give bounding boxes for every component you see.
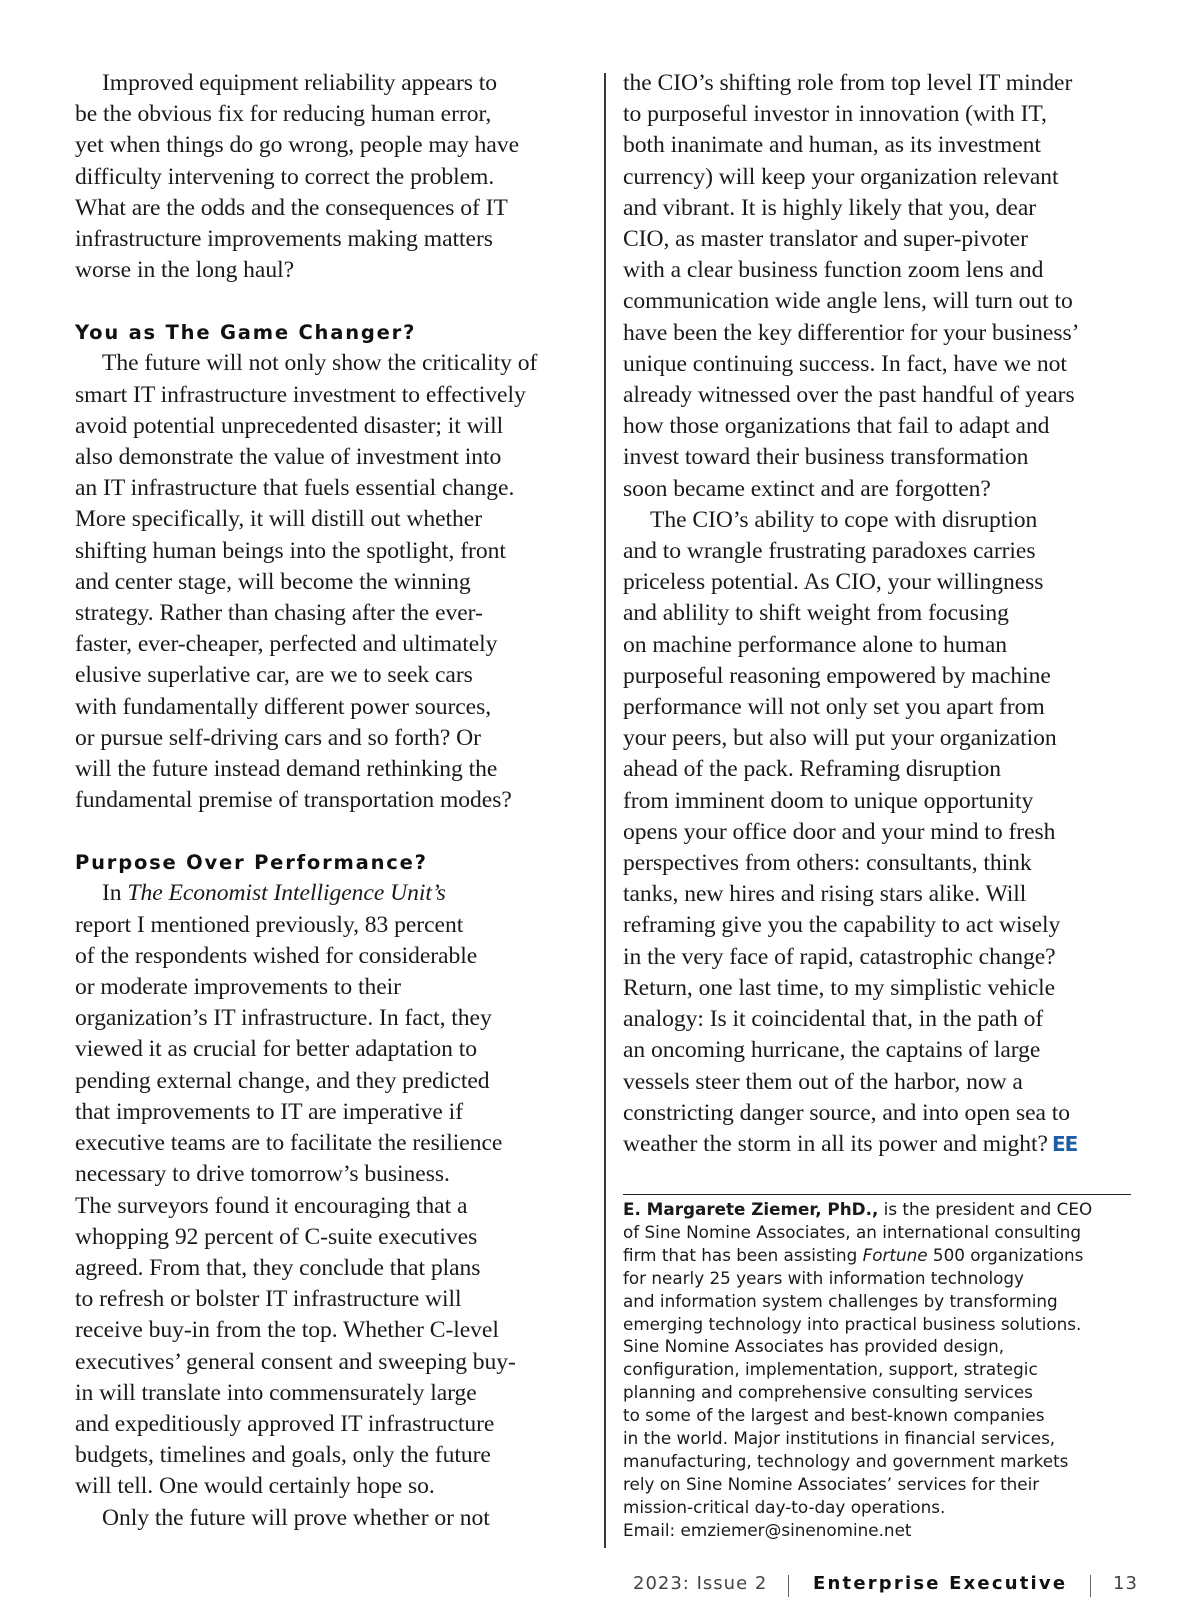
text-line: from imminent doom to unique opportunity (623, 787, 1034, 814)
text-line: tanks, new hires and rising stars alike. Will (623, 881, 1027, 908)
text-line: shifting human beings into the spotlight, front (75, 537, 506, 564)
text-line: Return, one last time, to my simplistic vehicle (623, 974, 1056, 1001)
left-column (75, 68, 595, 1534)
text-line: both inanimate and human, as its investment (623, 132, 1041, 159)
text-line: and center stage, will become the winning (75, 568, 471, 595)
bio-divider (623, 1194, 1131, 1195)
text-line: an IT infrastructure that fuels essential change. (75, 475, 515, 502)
text-line: necessary to drive tomorrow’s business. (75, 1161, 450, 1188)
text-line: worse in the long haul? (75, 257, 295, 284)
text-line: unique continuing success. In fact, have we not (623, 350, 1067, 377)
text-line: communication wide angle lens, will turn out to (623, 288, 1073, 315)
text-line: analogy: Is it coincidental that, in the path of (623, 1006, 1044, 1033)
text-line: executive teams are to facilitate the resilience (75, 1130, 503, 1157)
paragraph-purpose-body (75, 912, 516, 1500)
section-heading-game-changer: You as The Game Changer? (75, 321, 417, 345)
footer-publication: Enterprise Executive (813, 1573, 1068, 1594)
text-line: planning and comprehensive consulting services (623, 1382, 1033, 1403)
paragraph-intro (75, 68, 595, 286)
text-line: configuration, implementation, support, strategic (623, 1359, 1038, 1380)
text-line: The surveyors found it encouraging that a (75, 1192, 468, 1219)
text-line: in the very face of rapid, catastrophic change? (623, 943, 1056, 970)
text-line: infrastructure improvements making matters (75, 226, 493, 253)
text-line: the CIO’s shifting role from top level IT minder (623, 70, 1073, 96)
text-line: The future will not only show the criticality of (102, 350, 538, 377)
bio-line-1: is the president and CEO (878, 1199, 1093, 1219)
text-line: will tell. One would certainly hope so. (75, 1473, 435, 1500)
text-line: budgets, timelines and goals, only the future (75, 1442, 491, 1469)
text-line: or moderate improvements to their (75, 974, 401, 1001)
text-line: viewed it as crucial for better adaptation to (75, 1036, 477, 1063)
bio-line-2: of Sine Nomine Associates, an international consulting (623, 1221, 1082, 1242)
text-line: to purposeful investor in innovation (with IT, (623, 101, 1047, 128)
text-line: Sine Nomine Associates has provided design, (623, 1336, 1005, 1357)
text-line: how those organizations that fail to adapt and (623, 413, 1050, 440)
text-line: that improvements to IT are imperative if (75, 1098, 463, 1125)
economist-title: The Economist Intelligence Unit’s (127, 880, 446, 907)
author-name: E. Margarete Ziemer, PhD., (623, 1199, 879, 1219)
text-line: and vibrant. It is highly likely that you, dear (623, 194, 1037, 221)
paragraph-game-changer (75, 348, 595, 816)
text-line: Only the future will prove whether or not (102, 1504, 490, 1531)
text-line: organization’s IT infrastructure. In fact, they (75, 1005, 492, 1032)
text-line: faster, ever-cheaper, perfected and ultimately (75, 631, 498, 658)
text-line: and to wrangle frustrating paradoxes carries (623, 538, 1036, 565)
text-line: on machine performance alone to human (623, 631, 1008, 658)
text-line: to refresh or bolster IT infrastructure will (75, 1286, 462, 1313)
text-line: difficulty intervening to correct the problem. (75, 163, 495, 190)
text-line: performance will not only set you apart from (623, 694, 1045, 721)
text-line: fundamental premise of transportation modes? (75, 787, 512, 814)
text-line: of the respondents wished for considerable (75, 942, 478, 969)
text-line: and expeditiously approved IT infrastructure (75, 1410, 495, 1437)
text-line: reframing give you the capability to act wisely (623, 912, 1061, 939)
column-divider (604, 73, 606, 1548)
text-line: with a clear business function zoom lens and (623, 257, 1044, 284)
text-line: More specifically, it will distill out whether (75, 506, 483, 533)
text-line: with fundamentally different power sources, (75, 693, 492, 720)
text-line: in will translate into commensurately large (75, 1379, 477, 1406)
paragraph-cio-role (623, 68, 1141, 505)
text-line: agreed. From that, they conclude that plans (75, 1254, 481, 1281)
bio-line-3-prefix: firm that has been assisting (623, 1244, 863, 1265)
text-line: report I mentioned previously, 83 percent (75, 911, 464, 938)
text-line: your peers, but also will put your organization (623, 725, 1057, 752)
end-mark-logo: EE (1051, 1131, 1078, 1156)
author-bio (623, 1198, 1138, 1542)
text-line: vessels steer them out of the harbor, now a (623, 1068, 1023, 1095)
text-line: soon became extinct and are forgotten? (623, 475, 991, 502)
text-line: yet when things do go wrong, people may have (75, 132, 520, 159)
text-line: rely on Sine Nomine Associates’ services for their (623, 1473, 1040, 1494)
paragraph-cio-ability (623, 505, 1141, 1160)
text-line: CIO, as master translator and super-pivoter (623, 226, 1028, 253)
text-line: Improved equipment reliability appears to (102, 70, 497, 96)
text-line: avoid potential unprecedented disaster; it will (75, 412, 504, 439)
text-line: executives’ general consent and sweeping buy- (75, 1348, 516, 1375)
text-line: purposeful reasoning empowered by machine (623, 662, 1051, 689)
text-line: and information system challenges by transforming (623, 1290, 1058, 1311)
paragraph-cio-ability-body (623, 507, 1070, 1126)
text-line: constricting danger source, and into open sea to (623, 1099, 1071, 1126)
text-line: emerging technology into practical business solutions. (623, 1313, 1082, 1334)
right-column (623, 68, 1141, 1160)
bio-line-3-suffix: 500 organizations (927, 1244, 1084, 1265)
footer-separator (1090, 1575, 1091, 1597)
section-heading-purpose: Purpose Over Performance? (75, 851, 428, 875)
text-line: invest toward their business transformation (623, 444, 1029, 471)
text-line: ahead of the pack. Reframing disruption (623, 756, 1002, 783)
bio-body (623, 1268, 1081, 1517)
text-line: an oncoming hurricane, the captains of large (623, 1037, 1041, 1064)
text-line: have been the key differentior for your business’ (623, 319, 1080, 346)
footer-issue: 2023: Issue 2 (633, 1573, 768, 1594)
text-line: mission-critical day-to-day operations. (623, 1496, 946, 1517)
text-line: pending external change, and they predicted (75, 1067, 490, 1094)
text-line: What are the odds and the consequences of IT (75, 194, 508, 221)
paragraph-purpose (75, 878, 595, 1502)
text-line: will the future instead demand rethinking the (75, 756, 498, 783)
page-footer (0, 1573, 1200, 1603)
text-line: manufacturing, technology and government markets (623, 1450, 1069, 1471)
paragraph-last-line: weather the storm in all its power and might? (623, 1130, 1048, 1157)
text-line: perspectives from others: consultants, think (623, 850, 1032, 877)
text-line: for nearly 25 years with information technology (623, 1267, 1024, 1288)
text-line: The CIO’s ability to cope with disruption (650, 506, 1038, 533)
page-number: 13 (1113, 1573, 1138, 1594)
text-line: already witnessed over the past handful of years (623, 382, 1075, 409)
text-line: elusive superlative car, are we to seek cars (75, 662, 473, 689)
text-line: strategy. Rather than chasing after the ever- (75, 600, 483, 627)
bio-text (623, 1198, 1138, 1542)
footer-separator (788, 1575, 789, 1597)
text-line: priceless potential. As CIO, your willingness (623, 569, 1044, 596)
text-line: be the obvious fix for reducing human error, (75, 101, 492, 128)
text-line: to some of the largest and best-known companies (623, 1405, 1045, 1426)
text-line: also demonstrate the value of investment into (75, 444, 502, 471)
text-line: in the world. Major institutions in financial services, (623, 1428, 1056, 1449)
text-line: opens your office door and your mind to fresh (623, 818, 1056, 845)
paragraph-future (75, 1503, 595, 1534)
text-line: or pursue self-driving cars and so forth? Or (75, 724, 481, 751)
text-line: whopping 92 percent of C-suite executives (75, 1223, 478, 1250)
fortune-title: Fortune (862, 1244, 928, 1265)
text-line: and ablility to shift weight from focusing (623, 600, 1009, 627)
text-line: receive buy-in from the top. Whether C-level (75, 1317, 499, 1344)
paragraph-purpose-prefix: In (102, 880, 128, 907)
author-email: Email: emziemer@sinenomine.net (623, 1519, 912, 1540)
text-line: currency) will keep your organization relevant (623, 163, 1059, 190)
text-line: smart IT infrastructure investment to effectively (75, 381, 526, 408)
